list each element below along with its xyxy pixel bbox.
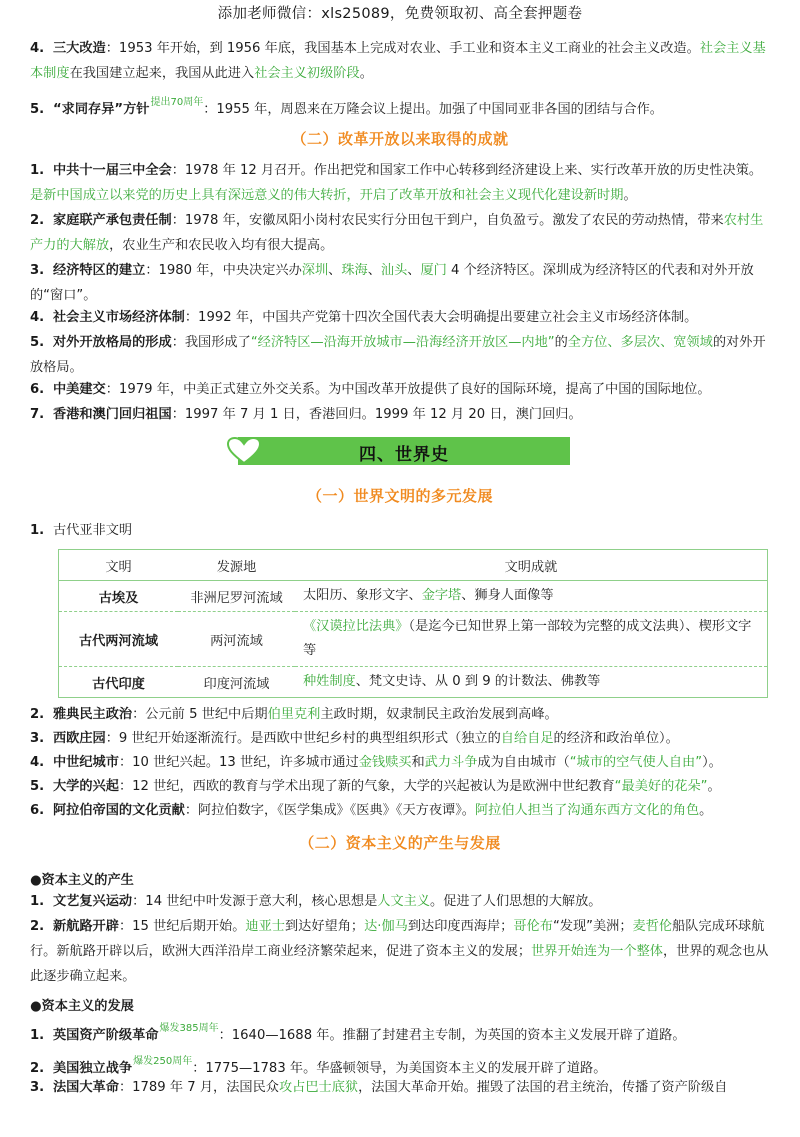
table-header-row: 文明 发源地 文明成就	[59, 550, 768, 581]
anniversary-badge: 爆发250周年	[133, 1056, 193, 1067]
page-title: 添加老师微信：xls25089，免费领取初、高全套押题卷	[217, 6, 583, 22]
chapter-banner	[238, 437, 570, 465]
list-item: 3. 经济特区的建立：1980 年，中央决定兴办深圳、珠海、汕头、厦门 4 个经济特区。深圳成为经济特区的代表和对外开放的“窗口”。	[30, 263, 754, 303]
sub-heading: ●资本主义的产生	[30, 873, 134, 888]
list-item: 4. 社会主义市场经济体制：1992 年，中国共产党第十四次全国代表大会明确提出要建立社会主义市场经济体制。	[30, 310, 698, 325]
table-row: 古代两河流域 两河流域 《汉谟拉比法典》（是迄今已知世界上第一部较为完整的成文法典）、楔形文字等	[59, 612, 768, 667]
list-item: 3. 西欧庄园：9 世纪开始逐渐流行。是西欧中世纪乡村的典型组织形式（独立的自给自足的经济和政治单位）。	[30, 731, 679, 746]
list-item: 7. 香港和澳门回归祖国：1997 年 7 月 1 日，香港回归。1999 年 12 月 20 日，澳门回归。	[30, 407, 582, 422]
table-row: 古代印度 印度河流域 种姓制度、梵文史诗、从 0 到 9 的计数法、佛教等	[92, 674, 601, 692]
anniversary-badge: 爆发385周年	[159, 1023, 219, 1034]
list-item: 3. 法国大革命：1789 年 7 月，法国民众攻占巴士底狱，法国大革命开始。摧毁了法国的君主统治，传播了资产阶级自	[30, 1080, 728, 1095]
list-item: 5. 大学的兴起：12 世纪，西欧的教育与学术出现了新的气象，大学的兴起被认为是欧洲中世纪教育“最美好的花朵”。	[30, 779, 721, 794]
list-item: 2. 美国独立战争$^{爆发250周年}$：1775—1783 年。华盛顿领导，为美国资本主义的发展开辟了道路。	[30, 1056, 607, 1076]
section-heading: （二）资本主义的产生与发展	[299, 834, 501, 852]
civilization-table	[58, 549, 768, 698]
section-heading: （一）世界文明的多元发展	[306, 487, 493, 505]
list-item: 1. 中共十一届三中全会：1978 年 12 月召开。作出把党和国家工作中心转移到经济建设上来、实行改革开放的历史性决策。是新中国成立以来党的历史上具有深远意义的伟大转折，开启了改革开放和社会主义现代化建设新时期。	[30, 163, 763, 203]
list-item: 5. “求同存异”方针$^{提出70周年}$：1955 年，周恩来在万隆会议上提出。加强了中国同亚非各国的团结与合作。	[30, 97, 663, 117]
list-item: 5. 对外开放格局的形成：我国形成了“经济特区—沿海开放城市—沿海经济开放区—内地”的全方位、多层次、宽领域的对外开放格局。	[30, 335, 766, 375]
list-item: 6. 中美建交：1979 年，中美正式建立外交关系。为中国改革开放提供了良好的国际环境，提高了中国的国际地位。	[30, 382, 711, 397]
list-item: 4. 三大改造：1953 年开始，到 1956 年底，我国基本上完成对农业、手工业和资本主义工商业的社会主义改造。社会主义基本制度在我国建立起来，我国从此进入社会主义初级阶段。	[30, 41, 766, 81]
list-item: 6. 阿拉伯帝国的文化贡献：阿拉伯数字，《医学集成》《医典》《天方夜谭》。阿拉伯人担当了沟通东西方文化的角色。	[30, 803, 713, 818]
list-item: 2. 雅典民主政治：公元前 5 世纪中后期伯里克利主政时期，奴隶制民主政治发展到高峰。	[30, 707, 558, 722]
list-item: 2. 新航路开辟：15 世纪后期开始。迪亚士到达好望角；达·伽马到达印度西海岸；哥伦布“发现”美洲；麦哲伦船队完成环球航行。新航路开辟以后，欧洲大西洋沿岸工商业经济繁荣起来，促进了资本主义的发展；世界开始连为一个整体，世界的观念也从此逐步确立起来。	[30, 919, 769, 984]
list-item: 1. 古代亚非文明	[30, 523, 133, 538]
section-heading: （二）改革开放以来取得的成就	[291, 130, 509, 148]
list-item: 1. 英国资产阶级革命$^{爆发385周年}$：1640—1688 年。推翻了封建君主专制，为英国的资本主义发展开辟了道路。	[30, 1023, 686, 1043]
chapter-title: 四、世界史	[359, 445, 449, 465]
list-item: 4. 中世纪城市：10 世纪兴起。13 世纪，许多城市通过金钱赎买和武力斗争成为自由城市（“城市的空气使人自由”）。	[30, 755, 722, 770]
anniversary-badge: 提出70周年	[150, 97, 204, 108]
sub-heading: ●资本主义的发展	[30, 999, 134, 1014]
list-item: 1. 文艺复兴运动：14 世纪中叶发源于意大利，核心思想是人文主义。促进了人们思想的大解放。	[30, 894, 602, 909]
table-row: 古埃及 非洲尼罗河流域 太阳历、象形文字、金字塔、狮身人面像等	[59, 581, 768, 612]
list-item: 2. 家庭联产承包责任制：1978 年，安徽凤阳小岗村农民实行分田包干到户，自负盈亏。激发了农民的劳动热情，带来农村生产力的大解放，农业生产和农民收入均有很大提高。	[30, 213, 764, 253]
